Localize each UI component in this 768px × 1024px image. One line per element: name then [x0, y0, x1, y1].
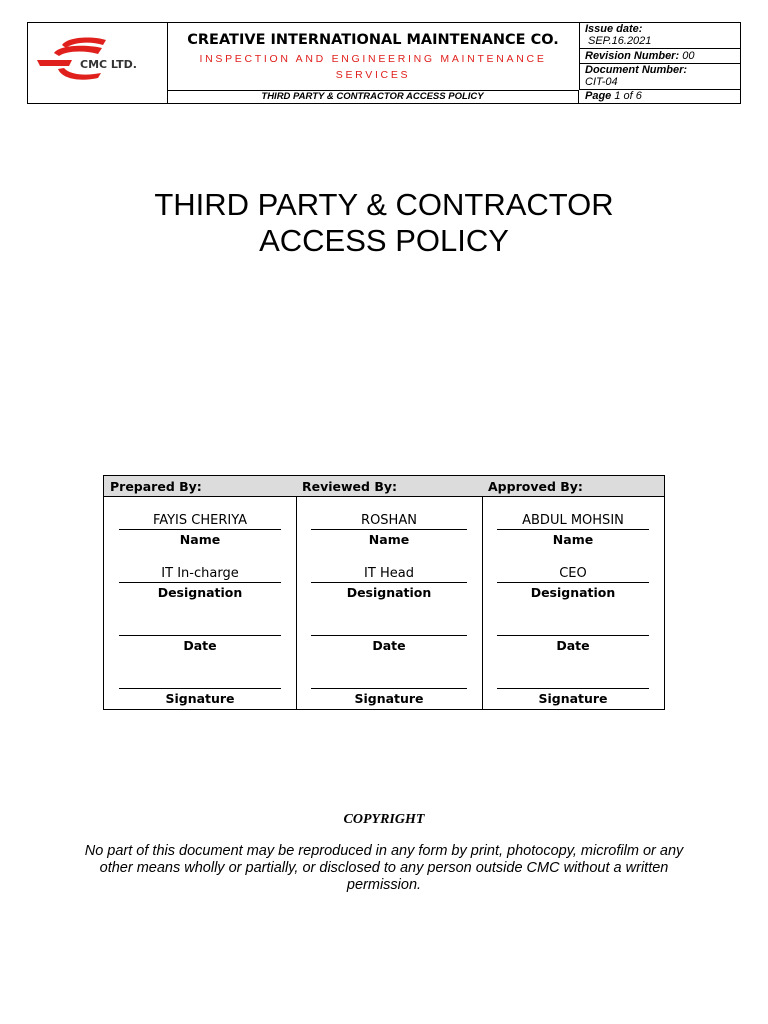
date-field [497, 619, 649, 654]
signature-label: Signature [354, 691, 424, 706]
signature-line [497, 672, 649, 689]
approver-name: ABDUL MOHSIN [497, 513, 649, 530]
approver-designation: CEO [497, 566, 649, 583]
page-title [0, 187, 768, 259]
approval-table [103, 475, 665, 710]
document-number-label: Document Number: [585, 64, 688, 76]
date-line [497, 619, 649, 636]
revision-row [579, 49, 740, 64]
date-label: Date [556, 638, 590, 653]
logo-cell [28, 23, 168, 103]
reviewed-by-heading: Reviewed By: [296, 476, 482, 497]
signature-field [119, 672, 281, 707]
signature-field [497, 672, 649, 707]
company-cell [167, 23, 580, 90]
document-meta [579, 23, 740, 103]
name-label: Name [368, 532, 410, 547]
reviewer-name: ROSHAN [311, 513, 467, 530]
signature-line [311, 672, 467, 689]
company-name: CREATIVE INTERNATIONAL MAINTENANCE CO. [187, 32, 559, 48]
name-field [311, 513, 467, 548]
date-label: Date [183, 638, 217, 653]
preparer-name: FAYIS CHERIYA [119, 513, 281, 530]
name-label: Name [552, 532, 594, 547]
name-field [497, 513, 649, 548]
page-value: 1 of 6 [614, 90, 642, 102]
designation-field [311, 566, 467, 601]
reviewer-designation: IT Head [311, 566, 467, 583]
date-line [311, 619, 467, 636]
designation-label: Designation [530, 585, 616, 600]
revision-value: 00 [682, 50, 695, 62]
page-row [579, 90, 740, 103]
cmc-logo [28, 23, 167, 103]
page-label: Page [585, 90, 612, 102]
prepared-by-column [104, 476, 297, 709]
designation-label: Designation [346, 585, 432, 600]
copyright-text: No part of this document may be reproduced in any form by print, photocopy, microfilm or any other means wholly or partially, or disclosed to any person outside CMC without a written permission. [84, 843, 684, 893]
issue-date-value: SEP.16.2021 [588, 35, 652, 47]
prepared-by-heading: Prepared By: [104, 476, 296, 497]
approved-by-column [482, 476, 664, 709]
header-policy-title: THIRD PARTY & CONTRACTOR ACCESS POLICY [167, 90, 579, 103]
issue-date-label: Issue date: [585, 23, 643, 35]
reviewed-by-column [296, 476, 483, 709]
name-label: Name [179, 532, 221, 547]
signature-label: Signature [165, 691, 235, 706]
approved-by-heading: Approved By: [482, 476, 664, 497]
date-field [119, 619, 281, 654]
date-line [119, 619, 281, 636]
signature-line [119, 672, 281, 689]
issue-date-row [579, 23, 740, 49]
logo-text: CMC LTD. [80, 58, 137, 71]
date-label: Date [372, 638, 406, 653]
company-subtitle: INSPECTION AND ENGINEERING MAINTENANCE SERVICES [199, 53, 547, 81]
signature-label: Signature [538, 691, 608, 706]
document-number-value: CIT-04 [585, 76, 618, 88]
copyright-heading: COPYRIGHT [343, 812, 425, 827]
document-number-row [579, 64, 740, 90]
preparer-designation: IT In-charge [119, 566, 281, 583]
date-field [311, 619, 467, 654]
designation-field [497, 566, 649, 601]
revision-label: Revision Number: [585, 50, 680, 62]
document-header [27, 22, 741, 104]
title-line-1: THIRD PARTY & CONTRACTOR [154, 187, 614, 222]
name-field [119, 513, 281, 548]
designation-label: Designation [157, 585, 243, 600]
signature-field [311, 672, 467, 707]
designation-field [119, 566, 281, 601]
title-line-2: ACCESS POLICY [259, 223, 509, 258]
